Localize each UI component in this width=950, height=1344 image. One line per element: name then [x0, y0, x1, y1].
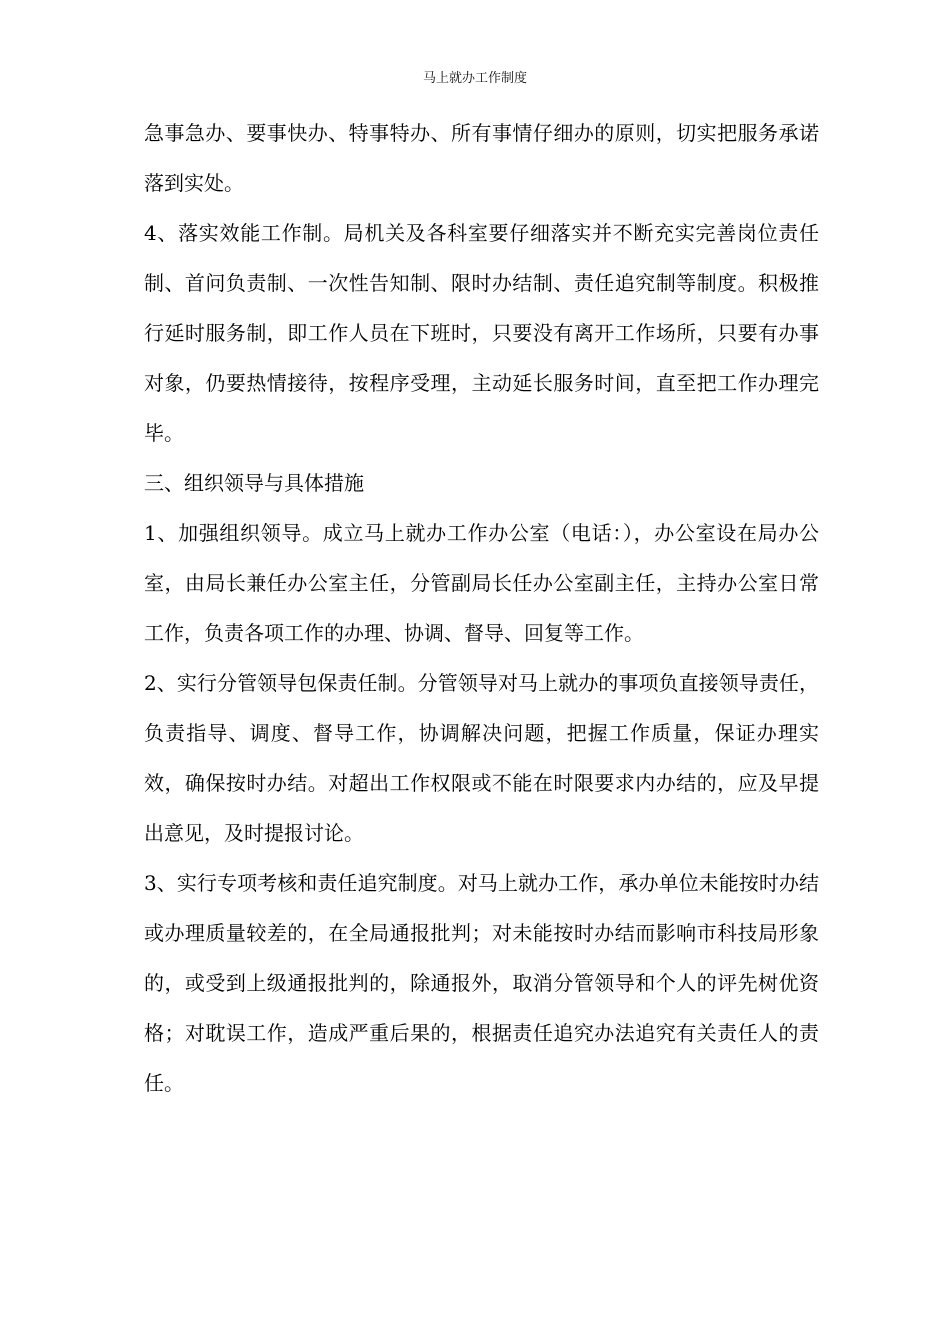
paragraph-item-3: 3、实行专项考核和责任追究制度。对马上就办工作，承办单位未能按时办结或办理质量较差的，在全局通报批判；对未能按时办结而影响市科技局形象的，或受到上级通报批判的，除通报外，取消分管领导和个人的评先树优资格；对耽误工作，造成严重后果的，根据责任追究办法追究有关责任人的责任。: [144, 871, 819, 1095]
running-header: 马上就办工作制度: [422, 71, 527, 86]
paragraph-item-2: 2、实行分管领导包保责任制。分管领导对马上就办的事项负直接领导责任，负责指导、调度、督导工作，协调解决问题，把握工作质量，保证办理实效，确保按时办结。对超出工作权限或不能在时限要求内办结的，应及早提出意见，及时提报讨论。: [144, 671, 819, 845]
section-heading: 三、组织领导与具体措施: [144, 471, 364, 495]
paragraph-continuation: 急事急办、要事快办、特事特办、所有事情仔细办的原则，切实把服务承诺落到实处。: [144, 121, 819, 195]
paragraph-item-4: 4、落实效能工作制。局机关及各科室要仔细落实并不断充实完善岗位责任制、首问负责制、一次性告知制、限时办结制、责任追究制等制度。积极推行延时服务制，即工作人员在下班时，只要没有离开工作场所，只要有办事对象，仍要热情接待，按程序受理，主动延长服务时间，直至把工作办理完毕。: [144, 221, 819, 445]
document-body: [144, 108, 819, 1108]
paragraph-item-1: 1、加强组织领导。成立马上就办工作办公室（电话：），办公室设在局办公室，由局长兼任办公室主任，分管副局长任办公室副主任，主持办公室日常工作，负责各项工作的办理、协调、督导、回复等工作。: [144, 521, 819, 645]
